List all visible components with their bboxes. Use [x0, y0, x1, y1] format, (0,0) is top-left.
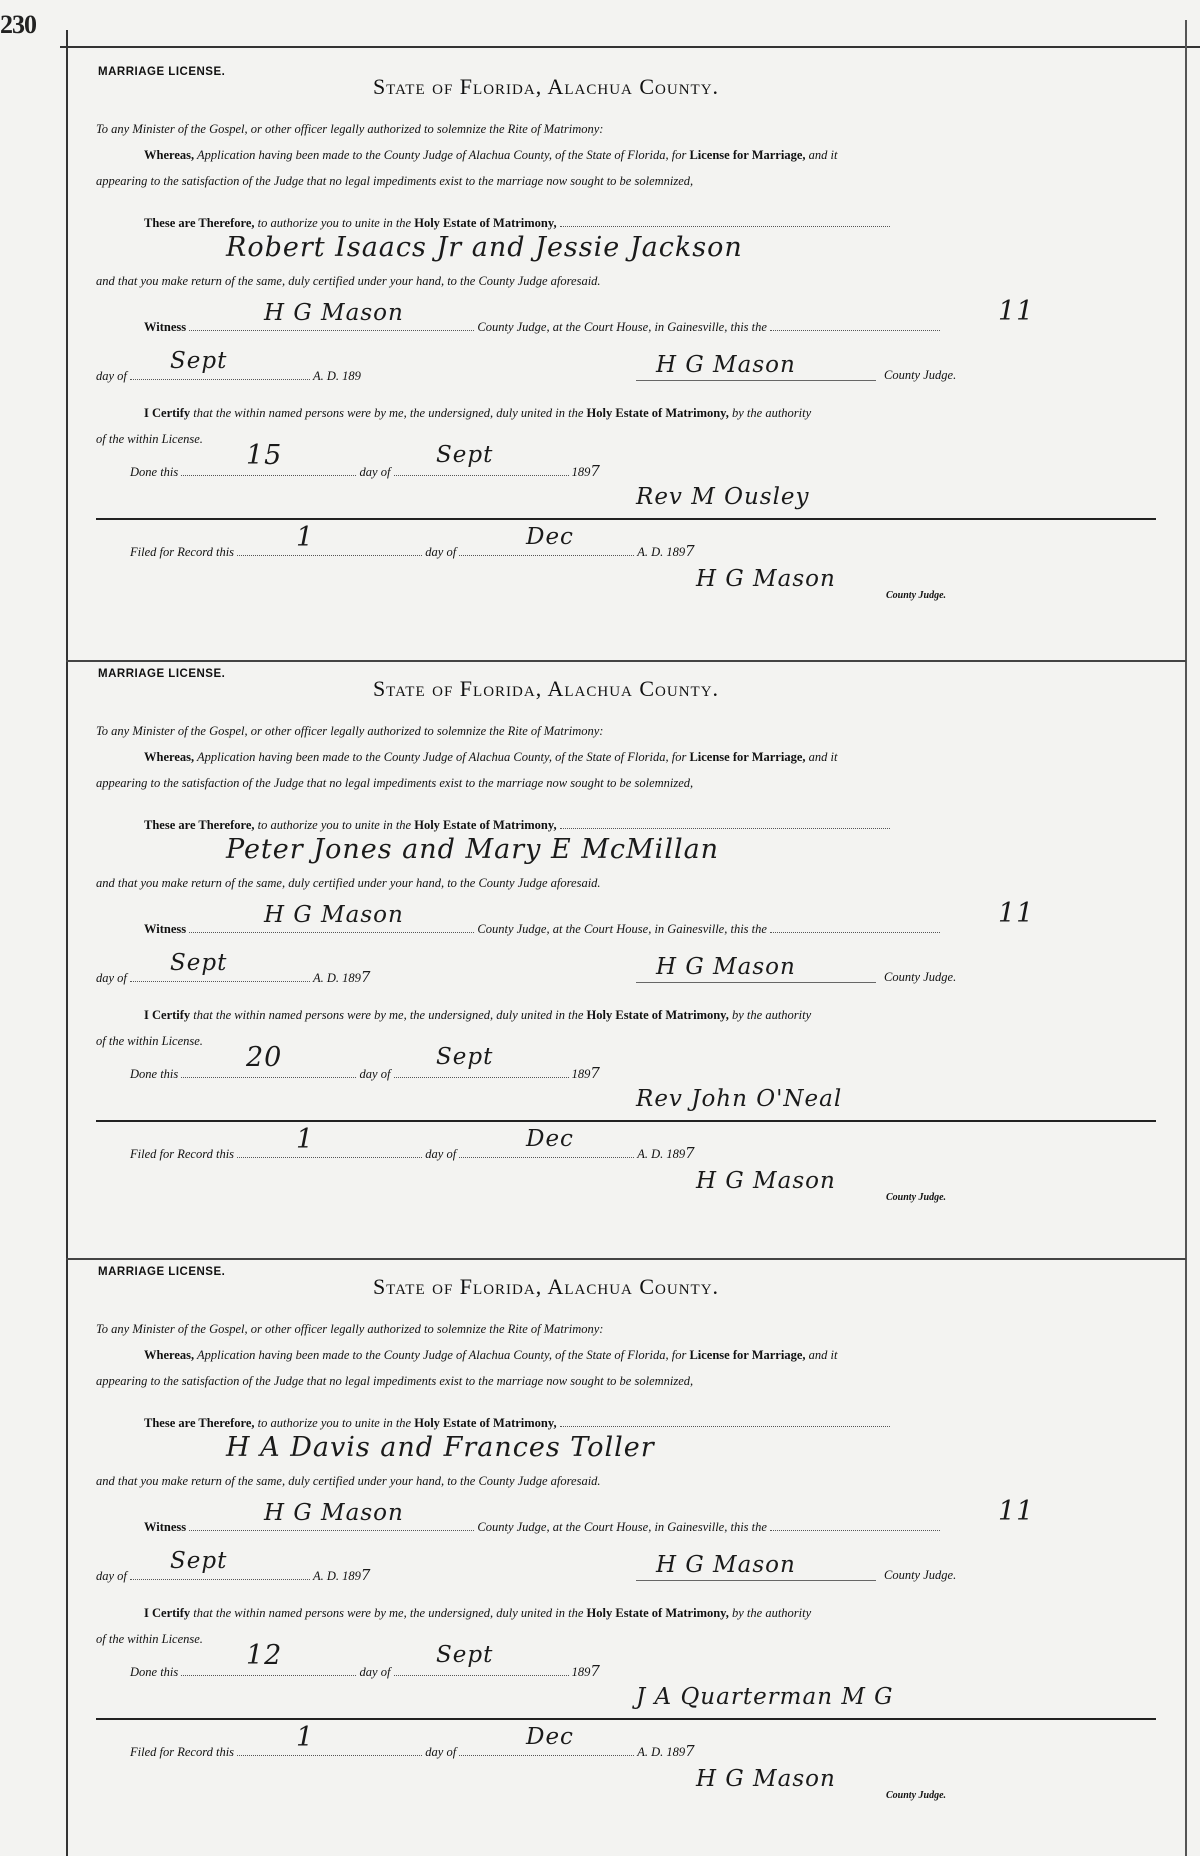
- left-margin-rule: [66, 30, 68, 1856]
- day-of-done: day of: [359, 465, 391, 479]
- done-year-suffix: 7: [590, 1064, 601, 1082]
- dotted-line: [770, 1529, 940, 1531]
- filed-signature: H G Mason: [696, 566, 836, 592]
- witness-date-line: [96, 366, 361, 384]
- signature-line: [636, 1580, 876, 1581]
- section-label: MARRIAGE LICENSE.: [98, 66, 226, 78]
- section-label: MARRIAGE LICENSE.: [98, 1266, 226, 1278]
- dotted-line: [394, 1674, 569, 1676]
- ad-filed: A. D. 189: [637, 545, 686, 559]
- witness-judge-signature: H G Mason: [264, 1500, 404, 1526]
- certify-text: that the within named persons were by me, the undersigned, duly united in the: [193, 1008, 584, 1022]
- dotted-line: [560, 1425, 890, 1427]
- therefore-line: [144, 216, 890, 231]
- day-of-filed: day of: [425, 1147, 457, 1161]
- dotted-line: [181, 1076, 356, 1078]
- top-margin-rule: [60, 46, 1200, 48]
- county-judge-label: County Judge.: [884, 368, 957, 382]
- certify-text: that the within named persons were by me, the undersigned, duly united in the: [193, 406, 584, 420]
- whereas-text: Application having been made to the County Judge of Alachua County, of the State of Florida, for: [197, 1348, 687, 1362]
- witness-month: Sept: [170, 1548, 228, 1574]
- whereas-text-end: and it: [808, 1348, 838, 1362]
- right-margin-rule: [1185, 20, 1187, 1856]
- ad-filed: A. D. 189: [637, 1147, 686, 1161]
- county-judge-label: County Judge.: [884, 970, 957, 984]
- judge-signature: H G Mason: [656, 954, 796, 980]
- day-of-label: day of: [96, 369, 127, 383]
- dotted-line: [459, 1156, 634, 1158]
- year-prefix: 189: [571, 1067, 591, 1081]
- officiant-signature: J A Quarterman M G: [636, 1684, 894, 1710]
- authorize-text: to authorize you to unite in the: [257, 818, 412, 832]
- certify-word: I Certify: [144, 1008, 191, 1022]
- whereas-text-end: and it: [808, 148, 838, 162]
- done-line: [130, 1064, 601, 1082]
- these-are-therefore: These are Therefore,: [144, 1416, 255, 1430]
- dotted-line: [189, 329, 474, 331]
- dotted-line: [459, 1754, 634, 1756]
- license-separator: [66, 1258, 1186, 1260]
- whereas-text: Application having been made to the County Judge of Alachua County, of the State of Florida, for: [197, 148, 687, 162]
- appearing-line: appearing to the satisfaction of the Judge that no legal impediments exist to the marriage now sought to be solemnized,: [96, 1374, 694, 1388]
- whereas-line: [144, 148, 837, 163]
- whereas-text: Application having been made to the County Judge of Alachua County, of the State of Florida, for: [197, 750, 687, 764]
- page-number: 230: [0, 10, 36, 39]
- to-minister-line: To any Minister of the Gospel, or other officer legally authorized to solemnize the Rite of Matrimony:: [96, 122, 604, 136]
- license-phrase: License for Marriage,: [689, 1348, 806, 1362]
- witness-word: Witness: [144, 1520, 187, 1534]
- by-authority: by the authority: [732, 1008, 812, 1022]
- dotted-line: [237, 1754, 422, 1756]
- county-judge-small: County Judge.: [886, 590, 947, 601]
- return-line: and that you make return of the same, duly certified under your hand, to the County Judge aforesaid.: [96, 1474, 601, 1488]
- certify-word: I Certify: [144, 406, 191, 420]
- whereas-word: Whereas,: [144, 1348, 195, 1362]
- witness-word: Witness: [144, 320, 187, 334]
- dotted-line: [130, 378, 310, 380]
- day-of-filed: day of: [425, 545, 457, 559]
- whereas-line: [144, 1348, 837, 1363]
- done-day: 12: [246, 1640, 283, 1671]
- county-judge-small: County Judge.: [886, 1192, 947, 1203]
- license-heading: State of Florida, Alachua County.: [372, 676, 720, 701]
- county-judge-label: County Judge.: [884, 1568, 957, 1582]
- section-label: MARRIAGE LICENSE.: [98, 668, 226, 680]
- done-year-suffix: 7: [590, 1662, 601, 1680]
- day-of-label: day of: [96, 1569, 127, 1583]
- ad-year-suffix: 7: [360, 1566, 372, 1584]
- done-this: Done this: [130, 1665, 179, 1679]
- ad-filed: A. D. 189: [637, 1745, 686, 1759]
- certify-word: I Certify: [144, 1606, 191, 1620]
- holy-estate-certify: Holy Estate of Matrimony,: [586, 1008, 729, 1022]
- holy-estate-certify: Holy Estate of Matrimony,: [586, 406, 729, 420]
- officiant-signature: Rev M Ousley: [636, 484, 810, 510]
- couple-names: Robert Isaacs Jr and Jessie Jackson: [226, 232, 743, 263]
- filed-divider: [96, 1120, 1156, 1122]
- certify-line: [144, 1606, 811, 1621]
- holy-estate: Holy Estate of Matrimony,: [414, 818, 557, 832]
- officiant-signature: Rev John O'Neal: [636, 1086, 843, 1112]
- appearing-line: appearing to the satisfaction of the Judge that no legal impediments exist to the marriage now sought to be solemnized,: [96, 174, 694, 188]
- within-license-line: of the within License.: [96, 1034, 203, 1048]
- filed-month: Dec: [526, 1126, 574, 1152]
- dotted-line: [394, 1076, 569, 1078]
- dotted-line: [237, 1156, 422, 1158]
- filed-month: Dec: [526, 524, 574, 550]
- witness-judge-signature: H G Mason: [264, 300, 404, 326]
- signature-line: [636, 380, 876, 381]
- dotted-line: [770, 931, 940, 933]
- dotted-line: [770, 329, 940, 331]
- holy-estate: Holy Estate of Matrimony,: [414, 216, 557, 230]
- dotted-line: [130, 980, 310, 982]
- certify-line: [144, 406, 811, 421]
- filed-for-record: Filed for Record this: [130, 1147, 235, 1161]
- therefore-line: [144, 1416, 890, 1431]
- witness-date-line: [96, 1566, 371, 1584]
- county-judge-court: County Judge, at the Court House, in Gainesville, this the: [477, 922, 767, 936]
- filed-year-suffix: 7: [685, 542, 696, 560]
- ad-label: A. D. 189: [312, 1569, 361, 1583]
- within-license-line: of the within License.: [96, 432, 203, 446]
- done-day: 15: [246, 440, 283, 471]
- witness-day: 11: [998, 898, 1035, 929]
- dotted-line: [394, 474, 569, 476]
- certify-text: that the within named persons were by me, the undersigned, duly united in the: [193, 1606, 584, 1620]
- dotted-line: [459, 554, 634, 556]
- done-month: Sept: [436, 1044, 494, 1070]
- appearing-line: appearing to the satisfaction of the Judge that no legal impediments exist to the marriage now sought to be solemnized,: [96, 776, 694, 790]
- done-this: Done this: [130, 465, 179, 479]
- filed-year-suffix: 7: [685, 1742, 696, 1760]
- day-of-done: day of: [359, 1067, 391, 1081]
- license-heading: State of Florida, Alachua County.: [372, 1274, 720, 1299]
- return-line: and that you make return of the same, duly certified under your hand, to the County Judge aforesaid.: [96, 876, 601, 890]
- done-line: [130, 462, 601, 480]
- holy-estate-certify: Holy Estate of Matrimony,: [586, 1606, 729, 1620]
- authorize-text: to authorize you to unite in the: [257, 1416, 412, 1430]
- county-judge-small: County Judge.: [886, 1790, 947, 1801]
- filed-day: 1: [296, 1722, 315, 1753]
- these-are-therefore: These are Therefore,: [144, 818, 255, 832]
- license-phrase: License for Marriage,: [689, 148, 806, 162]
- whereas-word: Whereas,: [144, 148, 195, 162]
- filed-divider: [96, 518, 1156, 520]
- county-judge-court: County Judge, at the Court House, in Gainesville, this the: [477, 320, 767, 334]
- return-line: and that you make return of the same, duly certified under your hand, to the County Judge aforesaid.: [96, 274, 601, 288]
- license-heading: State of Florida, Alachua County.: [372, 74, 720, 99]
- filed-month: Dec: [526, 1724, 574, 1750]
- county-judge-court: County Judge, at the Court House, in Gainesville, this the: [477, 1520, 767, 1534]
- ad-label: A. D. 189: [312, 971, 361, 985]
- filed-signature: H G Mason: [696, 1766, 836, 1792]
- dotted-line: [130, 1578, 310, 1580]
- dotted-line: [560, 225, 890, 227]
- to-minister-line: To any Minister of the Gospel, or other officer legally authorized to solemnize the Rite of Matrimony:: [96, 1322, 604, 1336]
- certify-line: [144, 1008, 811, 1023]
- judge-signature: H G Mason: [656, 352, 796, 378]
- judge-signature: H G Mason: [656, 1552, 796, 1578]
- witness-month: Sept: [170, 950, 228, 976]
- ad-label: A. D. 189: [312, 369, 361, 383]
- day-of-label: day of: [96, 971, 127, 985]
- license-separator: [66, 660, 1186, 662]
- these-are-therefore: These are Therefore,: [144, 216, 255, 230]
- filed-day: 1: [296, 1124, 315, 1155]
- filed-line: [130, 1742, 696, 1760]
- dotted-line: [189, 931, 474, 933]
- done-year-suffix: 7: [590, 462, 601, 480]
- whereas-line: [144, 750, 837, 765]
- by-authority: by the authority: [732, 1606, 812, 1620]
- done-month: Sept: [436, 442, 494, 468]
- couple-names: Peter Jones and Mary E McMillan: [226, 834, 720, 865]
- witness-word: Witness: [144, 922, 187, 936]
- witness-judge-signature: H G Mason: [264, 902, 404, 928]
- filed-signature: H G Mason: [696, 1168, 836, 1194]
- done-day: 20: [246, 1042, 283, 1073]
- year-prefix: 189: [571, 1665, 591, 1679]
- dotted-line: [189, 1529, 474, 1531]
- filed-for-record: Filed for Record this: [130, 545, 235, 559]
- filed-line: [130, 542, 696, 560]
- day-of-filed: day of: [425, 1745, 457, 1759]
- couple-names: H A Davis and Frances Toller: [226, 1432, 655, 1463]
- filed-divider: [96, 1718, 1156, 1720]
- witness-month: Sept: [170, 348, 228, 374]
- filed-day: 1: [296, 522, 315, 553]
- dotted-line: [181, 1674, 356, 1676]
- witness-date-line: [96, 968, 371, 986]
- done-this: Done this: [130, 1067, 179, 1081]
- done-month: Sept: [436, 1642, 494, 1668]
- by-authority: by the authority: [732, 406, 812, 420]
- authorize-text: to authorize you to unite in the: [257, 216, 412, 230]
- filed-line: [130, 1144, 696, 1162]
- filed-year-suffix: 7: [685, 1144, 696, 1162]
- therefore-line: [144, 818, 890, 833]
- dotted-line: [560, 827, 890, 829]
- dotted-line: [237, 554, 422, 556]
- holy-estate: Holy Estate of Matrimony,: [414, 1416, 557, 1430]
- within-license-line: of the within License.: [96, 1632, 203, 1646]
- signature-line: [636, 982, 876, 983]
- day-of-done: day of: [359, 1665, 391, 1679]
- whereas-word: Whereas,: [144, 750, 195, 764]
- license-phrase: License for Marriage,: [689, 750, 806, 764]
- filed-for-record: Filed for Record this: [130, 1745, 235, 1759]
- year-prefix: 189: [571, 465, 591, 479]
- to-minister-line: To any Minister of the Gospel, or other officer legally authorized to solemnize the Rite of Matrimony:: [96, 724, 604, 738]
- dotted-line: [181, 474, 356, 476]
- whereas-text-end: and it: [808, 750, 838, 764]
- done-line: [130, 1662, 601, 1680]
- ad-year-suffix: 7: [360, 968, 372, 986]
- witness-day: 11: [998, 1496, 1035, 1527]
- witness-day: 11: [998, 296, 1035, 327]
